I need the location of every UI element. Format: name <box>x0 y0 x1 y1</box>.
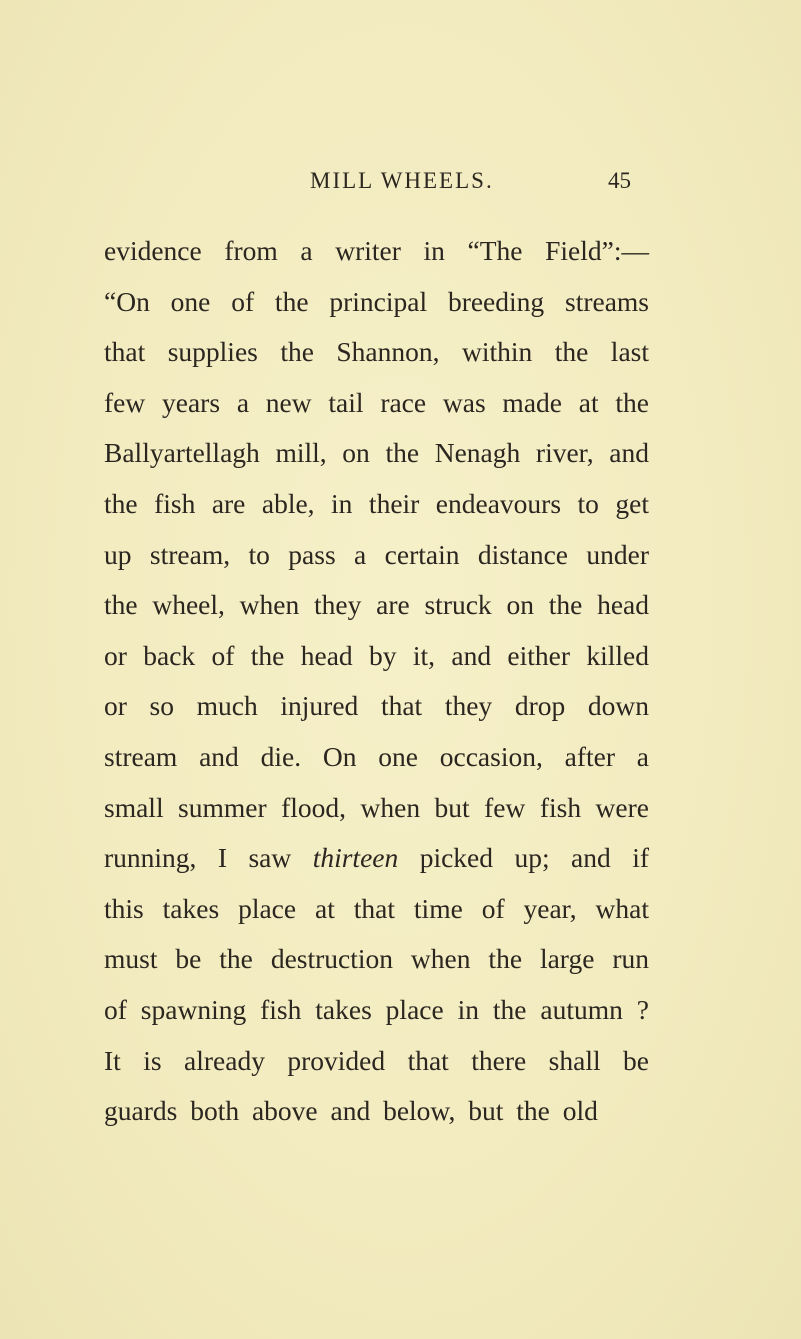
text-line: few years a new tail race was made at the <box>104 386 649 418</box>
text-line: the fish are able, in their endeavours to get <box>104 487 649 519</box>
running-head <box>0 168 801 198</box>
text-line: that supplies the Shannon, within the last <box>104 336 649 368</box>
text-line: Ballyartellagh mill, on the Nenagh river, and <box>104 437 649 469</box>
text-line-with-emphasis <box>104 833 649 884</box>
emphasis-word: thirteen <box>312 842 399 874</box>
text-line: must be the destruction when the large run <box>104 943 649 975</box>
text-line: the wheel, when they are struck on the head <box>104 589 649 621</box>
text-line: stream and die. On one occasion, after a <box>104 740 649 772</box>
body-text <box>104 226 649 1137</box>
text-line: small summer flood, when but few fish were <box>104 791 649 823</box>
text-line: evidence from a writer in “The Field”:— <box>104 235 649 266</box>
text-segment: running, I saw <box>104 842 292 874</box>
text-line: It is already provided that there shall be <box>104 1044 649 1076</box>
running-title: MILL WHEELS. <box>310 168 494 193</box>
text-line: this takes place at that time of year, what <box>104 892 649 924</box>
text-line: or back of the head by it, and either killed <box>104 639 649 671</box>
text-line: or so much injured that they drop down <box>104 690 649 722</box>
page-number: 45 <box>608 168 631 193</box>
text-line: “On one of the principal breeding streams <box>104 285 649 317</box>
text-line: up stream, to pass a certain distance under <box>104 538 649 570</box>
text-segment: picked up; and if <box>419 842 649 874</box>
text-line: of spawning fish takes place in the autumn ? <box>104 993 649 1025</box>
text-line: guards both above and below, but the old <box>104 1095 598 1127</box>
